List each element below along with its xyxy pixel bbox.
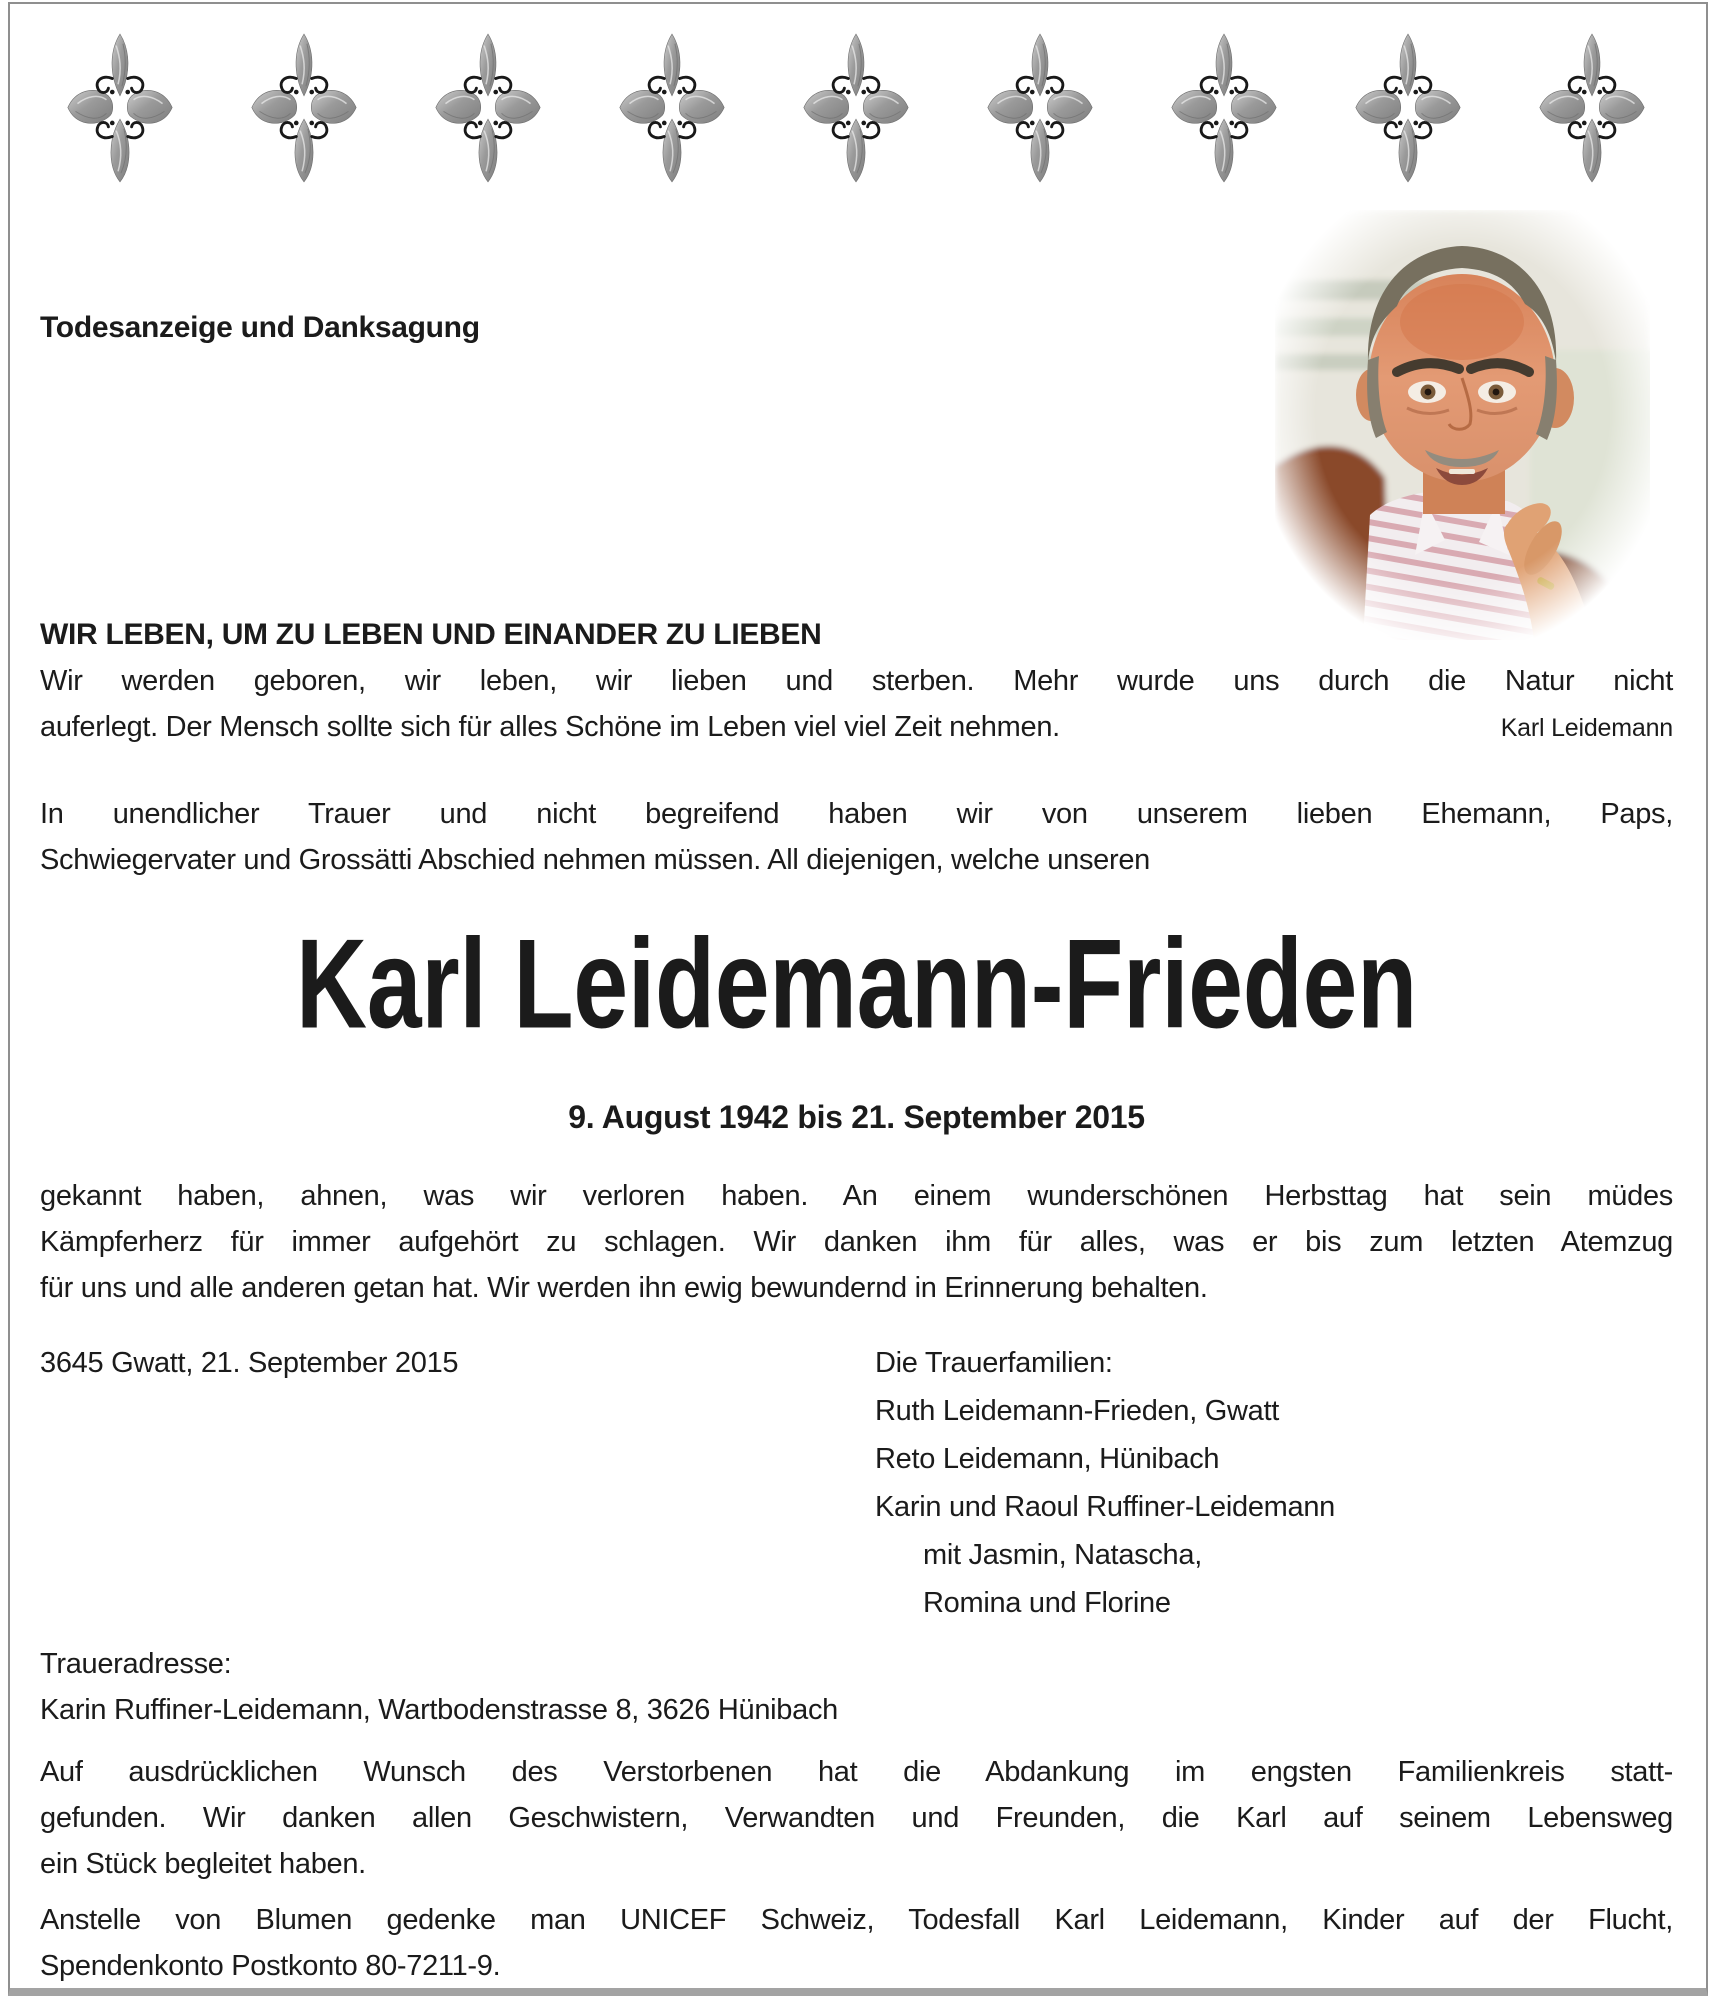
closing-columns	[40, 1339, 1673, 1627]
cross-ornament-icon	[1350, 30, 1466, 185]
memorial-line: gekannt haben, ahnen, was wir verloren haben. An einem wunderschönen Herbsttag hat sein müdes	[40, 1180, 1673, 1212]
cross-ornament-icon	[982, 30, 1098, 185]
memorial-line: Kämpferherz für immer aufgehört zu schlagen. Wir danken ihm für alles, was er bis zum letzten Atemzug	[40, 1226, 1673, 1258]
family-member: Romina und Florine	[923, 1587, 1171, 1619]
motto-section	[40, 612, 1673, 751]
place-date: 3645 Gwatt, 21. September 2015	[40, 1347, 459, 1379]
family-member: Ruth Leidemann-Frieden, Gwatt	[875, 1395, 1279, 1427]
memorial-line: für uns und alle anderen getan hat. Wir werden ihn ewig bewundernd in Erinnerung behalten.	[40, 1272, 1208, 1304]
cross-ornament-icon	[62, 30, 178, 185]
cross-ornament-icon	[1534, 30, 1650, 185]
quote-attribution: Karl Leidemann	[1500, 714, 1673, 742]
intro-line: In unendlicher Trauer und nicht begreifend haben wir von unserem lieben Ehemann, Paps,	[40, 798, 1673, 830]
cross-ornament-icon	[614, 30, 730, 185]
family-member: Karin und Raoul Ruffiner-Leidemann	[875, 1491, 1336, 1523]
intro-paragraph	[40, 791, 1673, 883]
mourning-address-section	[40, 1641, 1673, 1733]
notice-body	[40, 310, 1673, 1989]
motto-heading: WIR LEBEN, UM ZU LEBEN UND EINANDER ZU LIEBEN	[40, 618, 822, 651]
address-heading: Traueradresse:	[40, 1648, 232, 1680]
cross-ornament-icon	[1166, 30, 1282, 185]
motto-line: Wir werden geboren, wir leben, wir lieben und sterben. Mehr wurde uns durch die Natur nicht	[40, 665, 1673, 697]
funeral-line: Auf ausdrücklichen Wunsch des Verstorbenen hat die Abdankung im engsten Familienkreis statt-	[40, 1756, 1673, 1788]
family-member: mit Jasmin, Natascha,	[923, 1539, 1202, 1571]
cross-ornament-icon	[798, 30, 914, 185]
deceased-name: Karl Leidemann-Frieden	[296, 912, 1417, 1056]
funeral-note-paragraph	[40, 1749, 1673, 1887]
donation-line: Spendenkonto Postkonto 80-7211-9.	[40, 1950, 501, 1982]
life-dates: 9. August 1942 bis 21. September 2015	[568, 1099, 1145, 1135]
donation-note-paragraph	[40, 1897, 1673, 1989]
family-heading: Die Trauerfamilien:	[875, 1347, 1113, 1379]
funeral-line: gefunden. Wir danken allen Geschwistern, Verwandten und Freunden, die Karl auf seinem Lebensweg	[40, 1802, 1673, 1834]
page-title: Todesanzeige und Danksagung	[40, 311, 480, 344]
motto-line: auferlegt. Der Mensch sollte sich für alles Schöne im Leben viel viel Zeit nehmen.	[40, 711, 1060, 743]
cross-ornament-icon	[246, 30, 362, 185]
memorial-paragraph	[40, 1173, 1673, 1311]
ornament-row	[62, 30, 1650, 188]
address-value: Karin Ruffiner-Leidemann, Wartbodenstrasse 8, 3626 Hünibach	[40, 1694, 838, 1726]
cross-ornament-icon	[430, 30, 546, 185]
intro-line: Schwiegervater und Grossätti Abschied nehmen müssen. All diejenigen, welche unseren	[40, 844, 1150, 876]
donation-line: Anstelle von Blumen gedenke man UNICEF Schweiz, Todesfall Karl Leidemann, Kinder auf der Flucht,	[40, 1904, 1673, 1936]
funeral-line: ein Stück begleitet haben.	[40, 1848, 366, 1880]
family-member: Reto Leidemann, Hünibach	[875, 1443, 1220, 1475]
mourning-family-list	[875, 1339, 1335, 1627]
